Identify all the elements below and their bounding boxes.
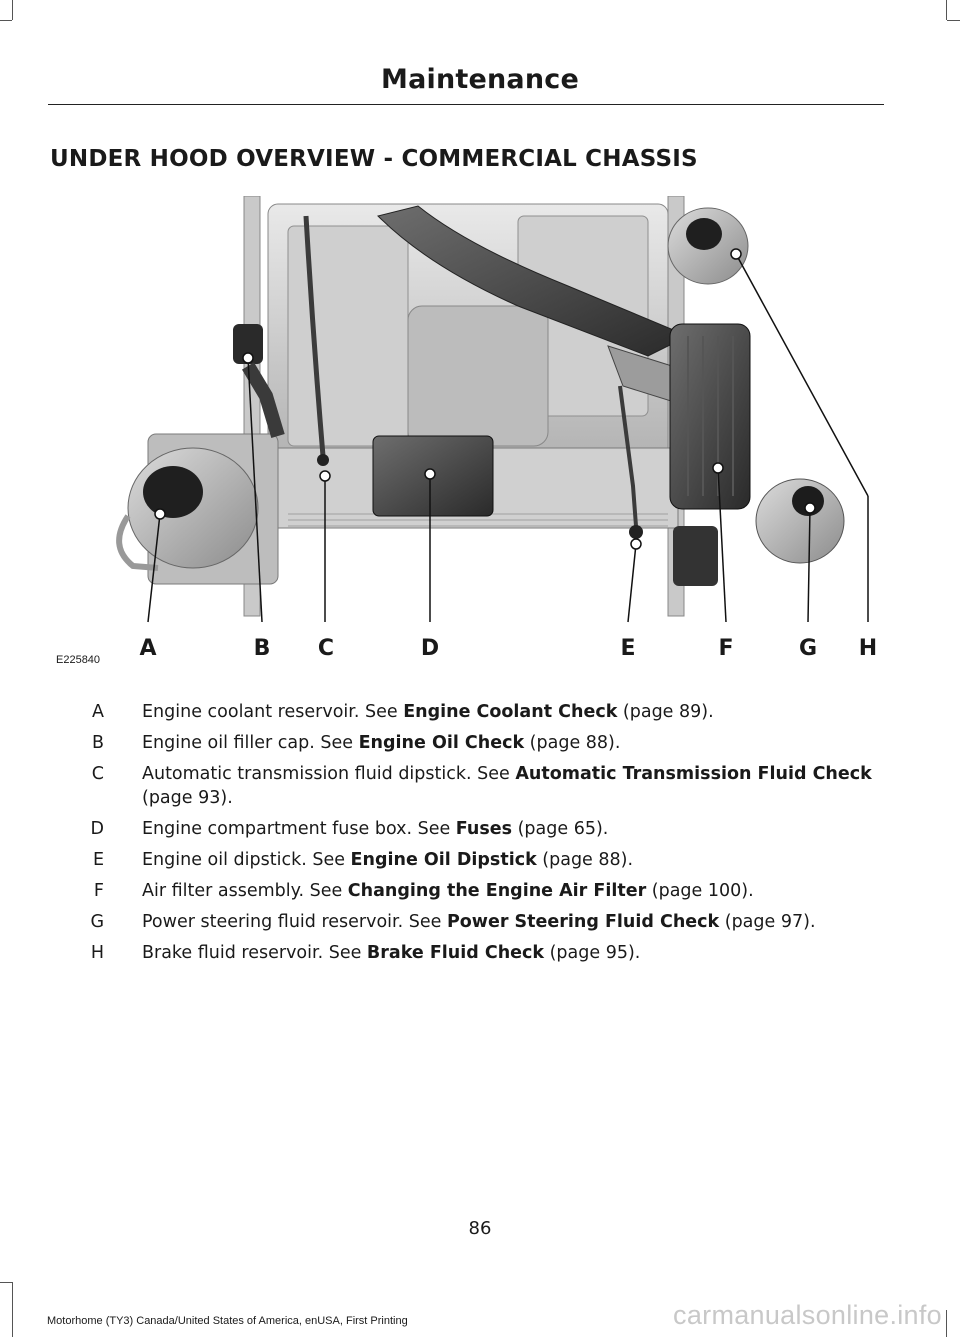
legend-letter: E — [92, 850, 104, 870]
crop-mark — [946, 0, 947, 20]
cross-reference-link[interactable]: Fuses — [455, 819, 513, 839]
page-heading: UNDER HOOD OVERVIEW - COMMERCIAL CHASSIS — [50, 146, 698, 172]
legend-text: Air filter assembly. See Changing the Engine Air Filter (page 100). — [142, 881, 754, 901]
header-rule — [48, 104, 884, 105]
callout-c: C — [317, 636, 335, 661]
legend-item-g — [48, 910, 878, 934]
cross-reference-link[interactable]: Changing the Engine Air Filter — [347, 881, 647, 901]
callout-b: B — [253, 636, 271, 661]
legend-letter: D — [90, 819, 104, 839]
cross-reference-link[interactable]: Engine Oil Dipstick — [350, 850, 537, 870]
callout-f: F — [718, 636, 734, 661]
cross-reference-link[interactable]: Engine Coolant Check — [403, 702, 618, 722]
footer-edition: Motorhome (TY3) Canada/United States of America, enUSA, First Printing — [47, 1315, 408, 1327]
crop-mark — [0, 20, 12, 21]
legend-letter: H — [90, 943, 104, 963]
legend-item-e — [48, 848, 878, 872]
legend-item-a — [48, 700, 878, 724]
legend-text: Brake fluid reservoir. See Brake Fluid Check (page 95). — [142, 943, 641, 963]
legend-item-c — [48, 762, 878, 810]
callout-h: H — [858, 636, 878, 661]
crop-mark — [12, 0, 13, 20]
crop-mark — [947, 20, 960, 21]
page-number: 86 — [468, 1218, 492, 1239]
legend-text: Power steering fluid reservoir. See Power Steering Fluid Check (page 97). — [142, 912, 816, 932]
legend-item-f — [48, 879, 878, 903]
legend-text: Automatic transmission fluid dipstick. See Automatic Transmission Fluid Check (page 93). — [142, 764, 872, 808]
engine-illustration — [48, 196, 884, 670]
legend-text: Engine coolant reservoir. See Engine Coolant Check (page 89). — [142, 702, 714, 722]
callout-d: D — [420, 636, 440, 661]
legend-letter: B — [91, 733, 104, 753]
cross-reference-link[interactable]: Automatic Transmission Fluid Check — [515, 764, 872, 784]
cross-reference-link[interactable]: Power Steering Fluid Check — [446, 912, 720, 932]
legend-text: Engine compartment fuse box. See Fuses (page 65). — [142, 819, 609, 839]
callout-e: E — [620, 636, 636, 661]
crop-mark — [0, 1282, 12, 1283]
engine-bay-drawing — [48, 196, 884, 670]
legend-item-b — [48, 731, 878, 755]
figure-reference: E225840 — [56, 654, 101, 666]
legend-letter: C — [91, 764, 104, 784]
legend-letter: G — [90, 912, 104, 932]
section-title: Maintenance — [381, 64, 579, 95]
cross-reference-link[interactable]: Engine Oil Check — [358, 733, 525, 753]
legend-item-h — [48, 941, 878, 965]
crop-mark — [12, 1282, 13, 1337]
callout-g: G — [798, 636, 818, 661]
cross-reference-link[interactable]: Brake Fluid Check — [366, 943, 545, 963]
legend-text: Engine oil dipstick. See Engine Oil Dipstick (page 88). — [142, 850, 634, 870]
legend-text: Engine oil filler cap. See Engine Oil Check (page 88). — [142, 733, 621, 753]
legend-list — [48, 700, 878, 972]
legend-letter: F — [93, 881, 104, 901]
crop-mark — [946, 1310, 947, 1337]
watermark: carmanualsonline.info — [673, 1300, 942, 1330]
callout-a: A — [139, 636, 157, 661]
legend-letter: A — [92, 702, 104, 722]
legend-item-d — [48, 817, 878, 841]
